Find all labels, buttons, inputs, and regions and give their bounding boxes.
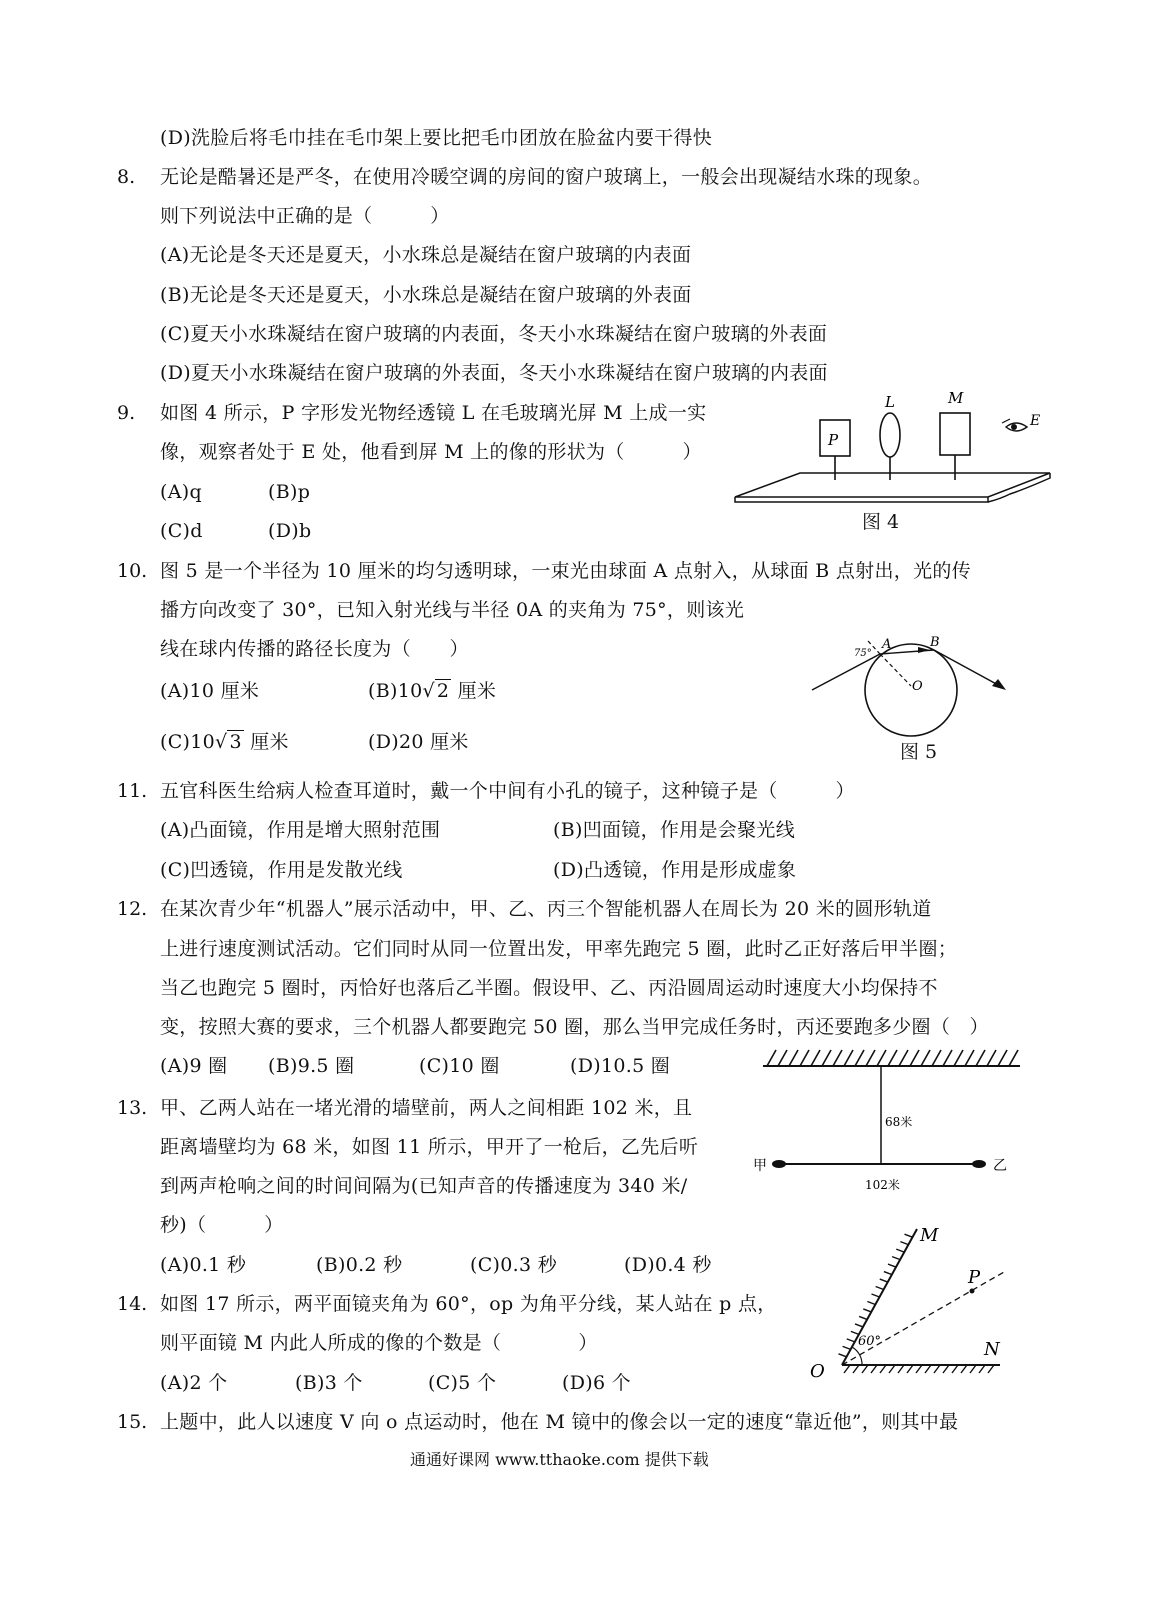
figure5-caption: 图 5	[900, 741, 938, 763]
q13-option-b: (B)0.2 秒	[316, 1254, 403, 1276]
figure11-label-yi: 乙	[993, 1158, 1007, 1174]
q13-option-c: (C)0.3 秒	[470, 1254, 558, 1276]
figure11-label-jia: 甲	[753, 1158, 767, 1174]
figure-5	[808, 628, 1018, 738]
figure-4	[730, 385, 1060, 510]
q10-option-b	[368, 679, 496, 703]
q9-option-a: (A)q	[160, 481, 202, 503]
q7-option-d: (D)洗脸后将毛巾挂在毛巾架上要比把毛巾团放在脸盆内要干得快	[160, 127, 713, 149]
q14-stem-line1: 如图 17 所示，两平面镜夹角为 60°，op 为角平分线，某人站在 p 点，	[160, 1293, 777, 1315]
q9-option-c: (C)d	[160, 520, 203, 542]
q12-option-b: (B)9.5 圈	[268, 1055, 355, 1077]
figure4-label-l: L	[885, 393, 895, 411]
q8-option-a: (A)无论是冬天还是夏天，小水珠总是凝结在窗户玻璃的内表面	[160, 244, 692, 266]
figure17-label-n: N	[984, 1339, 1000, 1360]
q14-stem-line2: 则平面镜 M 内此人所成的像的个数是（ ）	[160, 1332, 598, 1354]
q11-number: 11.	[117, 780, 148, 802]
figure-17	[800, 1215, 1020, 1385]
q10-option-d: (D)20 厘米	[368, 731, 469, 753]
footer-source: 通通好课网 www.tthaoke.com 提供下载	[410, 1450, 709, 1469]
q8-stem-line2: 则下列说法中正确的是（ ）	[160, 205, 450, 227]
q14-option-c: (C)5 个	[428, 1372, 497, 1394]
q12-option-d: (D)10.5 圈	[570, 1055, 671, 1077]
q13-stem-line1: 甲、乙两人站在一堵光滑的墙壁前，两人之间相距 102 米，且	[160, 1097, 693, 1119]
q13-stem-line2: 距离墙壁均为 68 米，如图 11 所示，甲开了一枪后，乙先后听	[160, 1136, 699, 1158]
q10-option-b-prefix: (B)10	[368, 680, 423, 702]
q10-option-c-unit: 厘米	[250, 731, 289, 753]
q10-option-b-radicand: 2	[436, 680, 450, 702]
figure4-label-e: E	[1030, 413, 1041, 429]
figure17-label-o: O	[810, 1361, 825, 1382]
q11-option-a: (A)凸面镜，作用是增大照射范围	[160, 819, 441, 841]
q14-option-a: (A)2 个	[160, 1372, 228, 1394]
figure17-label-angle: 60°	[858, 1334, 882, 1349]
figure4-label-p: P	[828, 431, 839, 449]
figure5-label-o: O	[912, 679, 923, 694]
q10-stem-line3: 线在球内传播的路径长度为（ ）	[160, 638, 469, 660]
q10-stem-line2: 播方向改变了 30°，已知入射光线与半径 0A 的夹角为 75°，则该光	[160, 599, 745, 621]
q10-number: 10.	[117, 560, 148, 582]
q13-option-d: (D)0.4 秒	[624, 1254, 712, 1276]
q13-option-a: (A)0.1 秒	[160, 1254, 247, 1276]
figure11-label-102: 102米	[865, 1178, 900, 1192]
q12-stem-line3: 当乙也跑完 5 圈时，丙恰好也落后乙半圈。假设甲、乙、丙沿圆周运动时速度大小均保持不	[160, 977, 938, 999]
q10-option-a: (A)10 厘米	[160, 680, 260, 702]
figure11-label-68: 68米	[885, 1115, 913, 1129]
figure-11	[745, 1044, 1025, 1204]
q15-number: 15.	[117, 1411, 148, 1433]
q8-option-b: (B)无论是冬天还是夏天，小水珠总是凝结在窗户玻璃的外表面	[160, 284, 692, 306]
q14-option-b: (B)3 个	[295, 1372, 363, 1394]
q13-number: 13.	[117, 1097, 148, 1119]
q10-stem-line1: 图 5 是一个半径为 10 厘米的均匀透明球，一束光由球面 A 点射入，从球面 B 点射出，光的传	[160, 560, 971, 582]
figure4-caption: 图 4	[862, 511, 900, 533]
q11-stem-line1: 五官科医生给病人检查耳道时，戴一个中间有小孔的镜子，这种镜子是（ ）	[160, 780, 855, 802]
figure17-label-m: M	[920, 1225, 939, 1246]
q12-stem-line1: 在某次青少年“机器人”展示活动中，甲、乙、丙三个智能机器人在周长为 20 米的圆形轨道	[160, 898, 932, 920]
sqrt-sign: √	[215, 731, 228, 753]
q15-stem-line1: 上题中，此人以速度 V 向 o 点运动时，他在 M 镜中的像会以一定的速度“靠近他”，则其中最	[160, 1411, 959, 1433]
q10-option-b-unit: 厘米	[457, 680, 497, 702]
q8-number: 8.	[117, 166, 136, 188]
q14-number: 14.	[117, 1293, 148, 1315]
q14-option-d: (D)6 个	[562, 1372, 631, 1394]
q11-option-d: (D)凸透镜，作用是形成虚象	[553, 859, 797, 881]
q9-stem-line2: 像，观察者处于 E 处，他看到屏 M 上的像的形状为（ ）	[160, 441, 702, 463]
q13-stem-line3: 到两声枪响之间的时间间隔为(已知声音的传播速度为 340 米/	[160, 1175, 688, 1197]
q8-stem-line1: 无论是酷暑还是严冬，在使用冷暖空调的房间的窗户玻璃上，一般会出现凝结水珠的现象。	[160, 166, 933, 188]
q12-stem-line2: 上进行速度测试活动。它们同时从同一位置出发，甲率先跑完 5 圈，此时乙正好落后甲半圈；	[160, 938, 958, 960]
figure5-label-b: B	[930, 635, 940, 650]
figure17-label-p: P	[968, 1267, 981, 1288]
q9-option-d: (D)b	[268, 520, 312, 542]
q11-option-b: (B)凹面镜，作用是会聚光线	[553, 819, 795, 841]
sqrt-sign: √	[422, 680, 435, 702]
q12-option-c: (C)10 圈	[419, 1055, 500, 1077]
q8-option-c: (C)夏天小水珠凝结在窗户玻璃的内表面，冬天小水珠凝结在窗户玻璃的外表面	[160, 323, 828, 345]
q10-option-c-prefix: (C)10	[160, 731, 216, 753]
q13-stem-line4: 秒)（ ）	[160, 1214, 284, 1236]
figure5-label-a: A	[882, 637, 892, 652]
q9-stem-line1: 如图 4 所示，P 字形发光物经透镜 L 在毛玻璃光屏 M 上成一实	[160, 402, 707, 424]
q10-option-c-radicand: 3	[229, 731, 242, 753]
q10-option-c	[160, 730, 289, 754]
figure4-label-m: M	[948, 389, 964, 407]
figure5-label-angle: 75°	[854, 648, 872, 659]
q9-option-b: (B)p	[268, 481, 311, 503]
q8-option-d: (D)夏天小水珠凝结在窗户玻璃的外表面，冬天小水珠凝结在窗户玻璃的内表面	[160, 362, 828, 384]
q9-number: 9.	[117, 402, 136, 424]
q11-option-c: (C)凹透镜，作用是发散光线	[160, 859, 403, 881]
q12-option-a: (A)9 圈	[160, 1055, 228, 1077]
q12-number: 12.	[117, 898, 148, 920]
q12-stem-line4: 变，按照大赛的要求，三个机器人都要跑完 50 圈，那么当甲完成任务时，丙还要跑多少圈（ ）	[160, 1016, 989, 1038]
